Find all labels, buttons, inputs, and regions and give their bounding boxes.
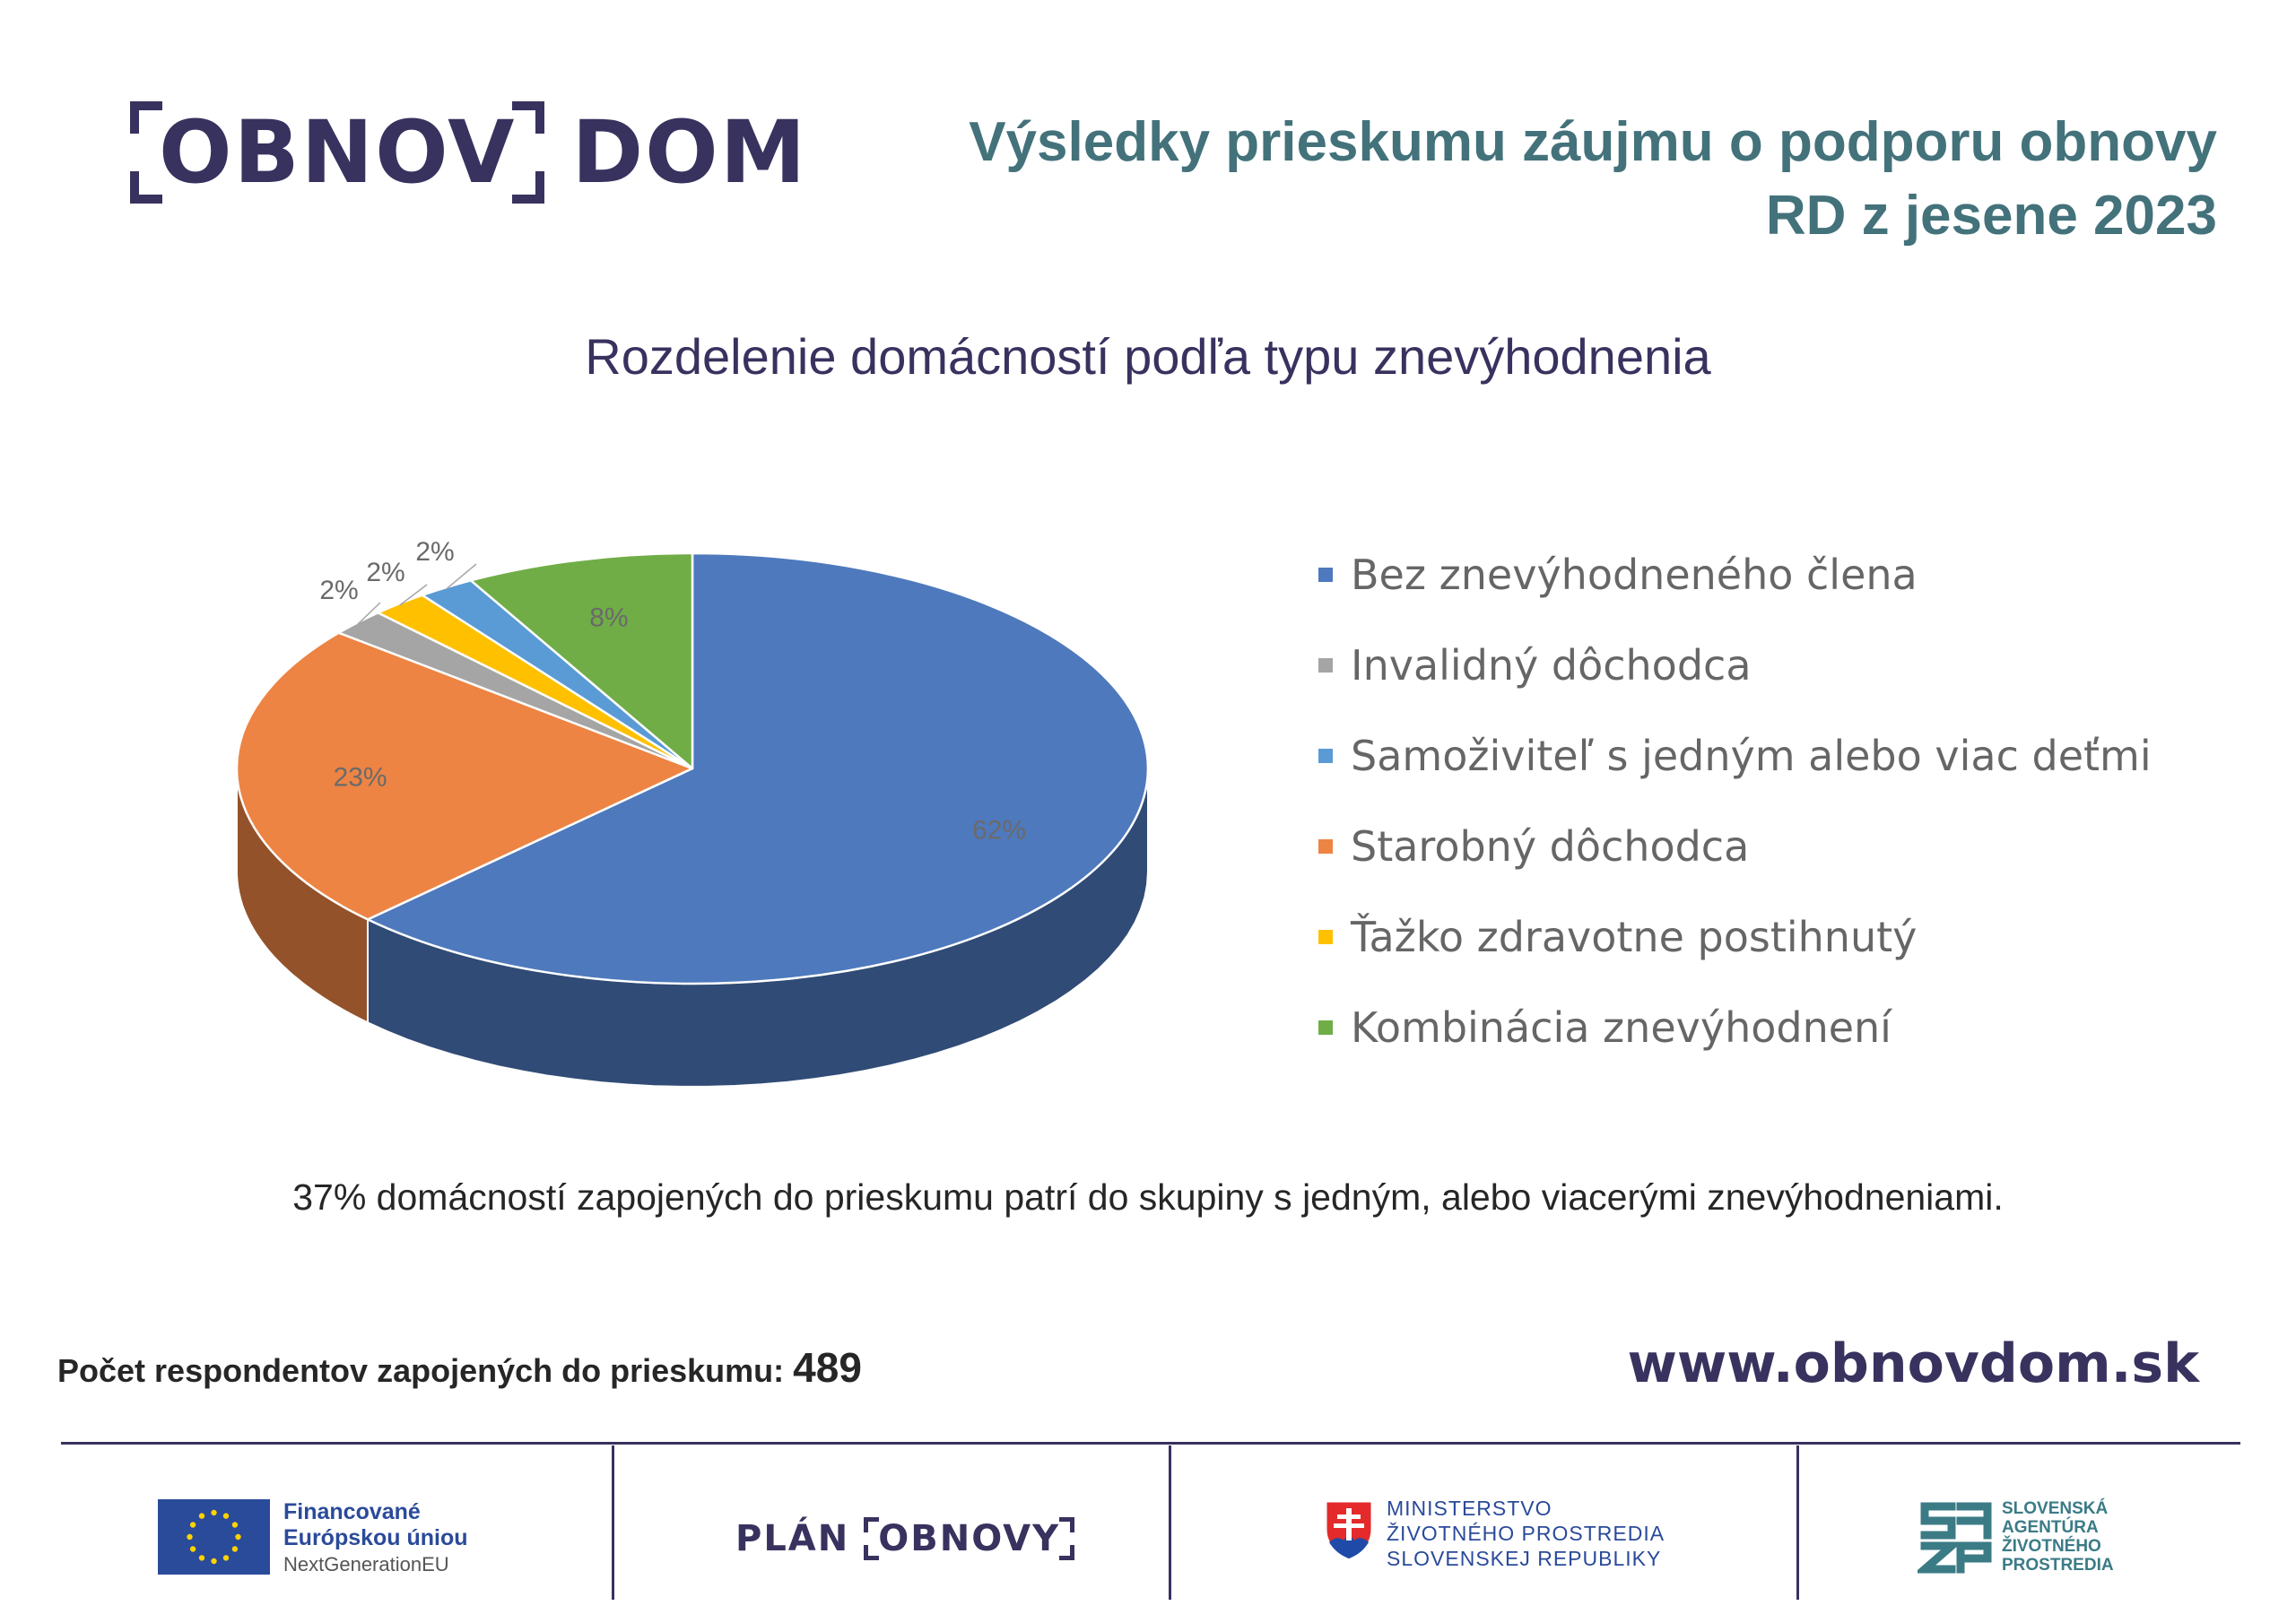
ministry-line2: ŽIVOTNÉHO PROSTREDIA (1387, 1522, 1665, 1545)
plan-word-obnovy: OBNOVY (878, 1518, 1061, 1559)
eu-flag-icon (158, 1499, 270, 1575)
data-label-samozivitel: 2% (415, 537, 455, 567)
respondents-value: 489 (793, 1344, 862, 1391)
legend-swatch (1318, 930, 1333, 944)
slovak-coat-of-arms-icon (1324, 1499, 1374, 1562)
chart-legend (1318, 529, 2152, 1072)
ministry-line1: MINISTERSTVO (1387, 1497, 1552, 1520)
obnovdom-logo (130, 94, 807, 211)
logo-bracket-left (130, 101, 153, 204)
plan-bracket-left (864, 1517, 874, 1560)
legend-label: Samoživiteľ s jedným alebo viac deťmi (1351, 731, 2152, 780)
data-label-starobny: 23% (333, 762, 387, 793)
agency-line4: PROSTREDIA (2002, 1556, 2114, 1575)
eu-star (190, 1522, 196, 1527)
eu-star (199, 1513, 204, 1518)
logo-word-dom: DOM (571, 102, 808, 203)
page-title-line2: RD z jesene 2023 (1765, 185, 2217, 247)
eu-line3: NextGenerationEU (283, 1553, 449, 1575)
data-label-tazko: 2% (366, 558, 405, 587)
legend-label: Starobný dôchodca (1351, 821, 1750, 871)
eu-star (211, 1510, 216, 1515)
plan-obnovy-logo (735, 1514, 1074, 1564)
chart-title: Rozdelenie domácností podľa typu znevýhodnenia (585, 328, 1711, 385)
page-title-line1: Výsledky prieskumu záujmu o podporu obnovy (969, 111, 2217, 173)
agency-line2: AGENTÚRA (2002, 1518, 2099, 1537)
agency-text (2002, 1499, 2114, 1575)
eu-star (232, 1522, 238, 1527)
footer-column-divider (612, 1445, 614, 1600)
eu-funding-text (283, 1499, 468, 1577)
footer-column-divider (1796, 1445, 1799, 1600)
eu-star (232, 1546, 238, 1551)
logo-bracket-right (521, 101, 544, 204)
page-title (872, 106, 2217, 253)
legend-label: Kombinácia znevýhodnení (1351, 1002, 1892, 1052)
legend-swatch (1318, 749, 1333, 763)
plan-word: PLÁN (735, 1518, 850, 1559)
legend-item (1318, 982, 2152, 1072)
legend-item (1318, 891, 2152, 982)
eu-star (199, 1555, 204, 1560)
legend-label: Bez znevýhodneného člena (1351, 550, 1918, 599)
footer-column-divider (1169, 1445, 1171, 1600)
eu-star (223, 1513, 229, 1518)
eu-line1: Financované (283, 1499, 421, 1524)
data-label-invalidny: 2% (319, 576, 359, 605)
data-label-bez: 62% (971, 815, 1027, 846)
respondents-count (57, 1343, 862, 1392)
legend-swatch (1318, 568, 1333, 582)
eu-star (211, 1558, 216, 1564)
website-link[interactable]: www.obnovdom.sk (1627, 1332, 2199, 1395)
eu-star (235, 1534, 240, 1540)
data-label-kombinacia: 8% (589, 603, 629, 633)
summary-note: 37% domácností zapojených do prieskumu patrí do skupiny s jedným, alebo viacerými znevýhodneniami. (292, 1176, 2004, 1218)
sazp-logo-icon (1918, 1499, 1995, 1576)
footer-divider (61, 1442, 2240, 1445)
eu-line2: Európskou úniou (283, 1525, 468, 1550)
legend-swatch (1318, 658, 1333, 673)
eu-star (187, 1534, 192, 1540)
logo-word-obnov: OBNOV (159, 102, 517, 203)
legend-label: Invalidný dôchodca (1351, 640, 1752, 690)
legend-label: Ťažko zdravotne postihnutý (1351, 912, 1918, 961)
pie-chart (0, 502, 1220, 1130)
respondents-label: Počet respondentov zapojených do prieskumu: (57, 1352, 785, 1389)
eu-star (190, 1546, 196, 1551)
agency-line1: SLOVENSKÁ (2002, 1499, 2109, 1518)
eu-star (223, 1555, 229, 1560)
agency-line3: ŽIVOTNÉHO (2002, 1537, 2101, 1556)
legend-item (1318, 529, 2152, 620)
ministry-line3: SLOVENSKEJ REPUBLIKY (1387, 1547, 1662, 1570)
legend-swatch (1318, 1020, 1333, 1035)
legend-item (1318, 801, 2152, 891)
ministry-text (1387, 1496, 1665, 1571)
legend-swatch (1318, 839, 1333, 854)
legend-item (1318, 710, 2152, 801)
legend-item (1318, 620, 2152, 710)
plan-bracket-right (1064, 1517, 1074, 1560)
